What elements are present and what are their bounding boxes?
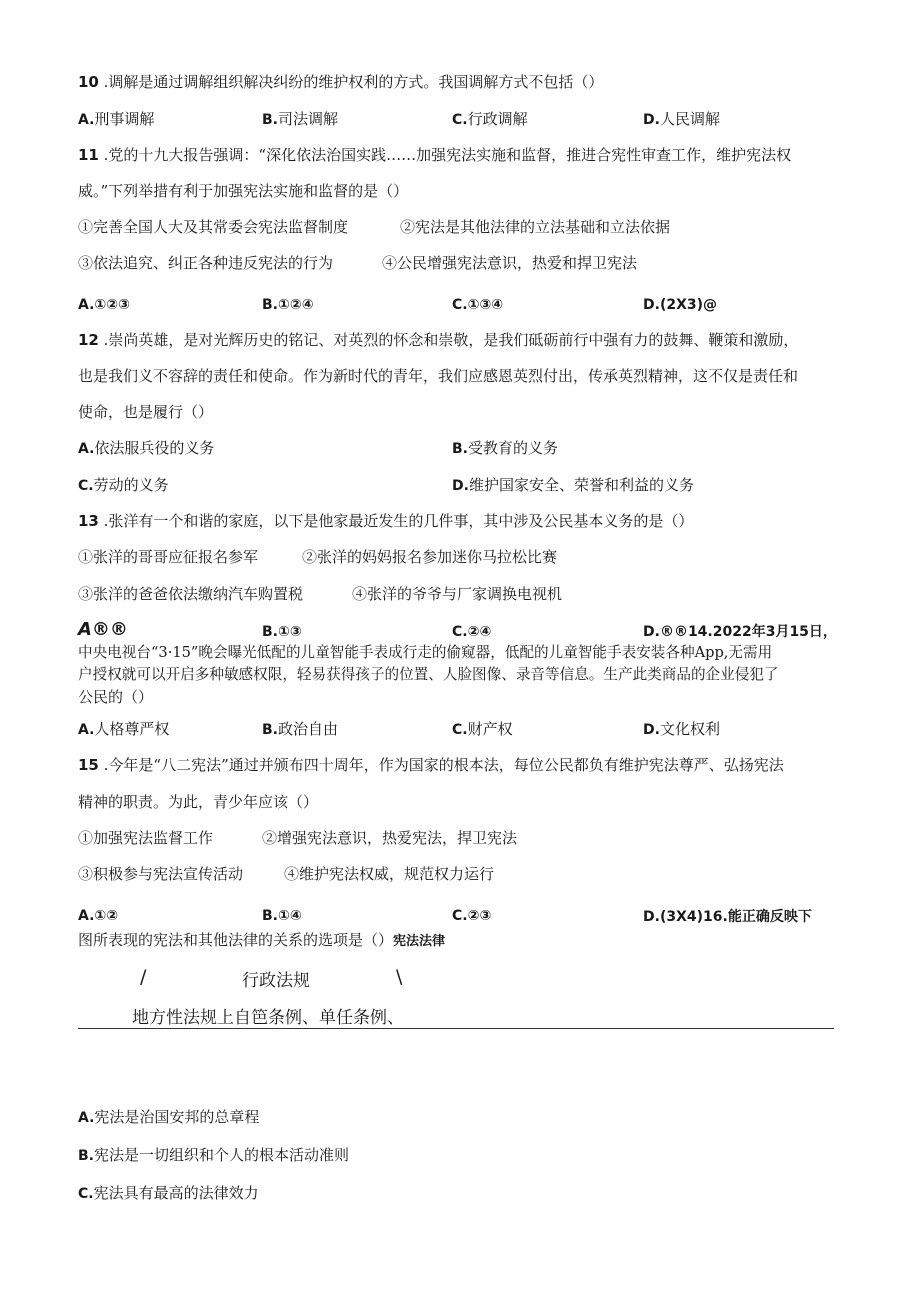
q14-stem-line1: 中央电视台“3·15”晚会曝光低配的儿童智能手表成行走的偷窥器，低配的儿童智能手表安装各种App,无需用 xyxy=(78,644,773,661)
q15-item-3: ③积极参与宪法宣传活动 xyxy=(78,865,244,883)
q12-option-a: A.依法服兵役的义务 xyxy=(78,439,215,457)
q12-option-b: B.受教育的义务 xyxy=(452,439,559,457)
q15-item-4: ④维护宪法权威，规范权力运行 xyxy=(284,865,495,883)
q11-item-4: ④公民增强宪法意识，热爱和捍卫宪法 xyxy=(382,254,638,272)
q13-item-1: ①张洋的哥哥应征报名参军 xyxy=(78,548,259,566)
q13-option-c: C.②④ xyxy=(452,624,492,640)
diagram-slash-right: \ xyxy=(396,966,403,988)
q12-stem-line3: 使命，也是履行（） xyxy=(78,403,214,421)
q15-item-2: ②增强宪法意识，热爱宪法，捍卫宪法 xyxy=(262,829,518,847)
q14-stem-line2: 户授权就可以开启多种敏感权限，轻易获得孩子的位置、人脸图像、录音等信息。生产此类商品的企业侵犯了 xyxy=(78,666,779,683)
q14-option-c: C.财产权 xyxy=(452,720,513,738)
q11-stem-line2: 威。”下列举措有利于加强宪法实施和监督的是（） xyxy=(78,182,409,200)
q15-stem-line2: 精神的职责。为此，青少年应该（） xyxy=(78,793,319,811)
q11-item-2: ②宪法是其他法律的立法基础和立法依据 xyxy=(400,218,671,236)
q15-stem-line1: 15 .今年是“八二宪法”通过并颁布四十周年，作为国家的根本法，每位公民都负有维护宪法尊严、弘扬宪法 xyxy=(78,756,784,774)
q16-option-b: B.宪法是一切组织和个人的根本活动准则 xyxy=(78,1146,350,1164)
q13-item-4: ④张洋的爷爷与厂家调换电视机 xyxy=(352,585,563,603)
q13-number: 13 xyxy=(78,512,99,530)
q12-stem-line2: 也是我们义不容辞的责任和使命。作为新时代的青年，我们应感恩英烈付出，传承英烈精神，这不仅是责任和 xyxy=(78,367,799,385)
q13-option-d-q14-start: D.®®14.2022年3月15日， xyxy=(643,624,837,640)
q12-option-c: C.劳动的义务 xyxy=(78,476,169,494)
q16-option-c: C.宪法具有最高的法律效力 xyxy=(78,1184,259,1202)
q13-option-b: B.①③ xyxy=(262,624,302,640)
q11-item-1: ①完善全国人大及其常委会宪法监督制度 xyxy=(78,218,349,236)
diagram-slash-left: / xyxy=(140,966,147,988)
q13-option-a: A®® xyxy=(78,619,128,640)
q14-stem-line3: 公民的（） xyxy=(78,688,154,706)
q14-option-d: D.文化权利 xyxy=(643,720,720,738)
q15-option-c: C.②③ xyxy=(452,908,492,924)
q15-item-1: ①加强宪法监督工作 xyxy=(78,829,214,847)
q10-option-a: A.刑事调解 xyxy=(78,110,155,128)
diagram-middle-label: 行政法规 xyxy=(242,971,310,991)
q13-stem-line: 13 .张洋有一个和谐的家庭，以下是他家最近发生的几件事，其中涉及公民基本义务的是（） xyxy=(78,512,694,530)
diagram-top-label: 宪法法律 xyxy=(393,934,446,949)
q10-option-b: B.司法调解 xyxy=(262,110,339,128)
q10-stem-line xyxy=(78,72,603,92)
q15-option-a: A.①② xyxy=(78,908,119,924)
q13-item-3: ③张洋的爸爸依法缴纳汽车购置税 xyxy=(78,585,304,603)
q14-option-a: A.人格尊严权 xyxy=(78,720,170,738)
q11-option-c: C.①③④ xyxy=(452,297,504,313)
q11-number: 11 xyxy=(78,146,99,164)
q14-option-b: B.政治自由 xyxy=(262,720,339,738)
q11-option-d: D.(2X3)@ xyxy=(643,297,718,313)
q12-number: 12 xyxy=(78,331,99,349)
q15-option-b: B.①④ xyxy=(262,908,302,924)
q15-option-d-q16-start: D.(3X4)16.能正确反映下 xyxy=(643,909,812,925)
q10-option-d: D.人民调解 xyxy=(643,110,720,128)
q10-number: 10 xyxy=(78,73,99,91)
q10-option-c: C.行政调解 xyxy=(452,110,528,128)
q16-option-a: A.宪法是治国安邦的总章程 xyxy=(78,1108,260,1126)
q11-item-3: ③依法追究、纠正各种违反宪法的行为 xyxy=(78,254,334,272)
q12-option-d: D.维护国家安全、荣誉和利益的义务 xyxy=(452,476,694,494)
q10-stem: .调解是通过调解组织解决纠纷的维护权利的方式。我国调解方式不包括（） xyxy=(103,73,604,91)
q16-stem-line: 图所表现的宪法和其他法律的关系的选项是（）宪法法律 xyxy=(78,931,446,949)
diagram-bottom-label: 地方性法规上自笆条例、单任条例、 xyxy=(132,1008,404,1028)
q11-option-b: B.①②④ xyxy=(262,297,314,313)
q15-number: 15 xyxy=(78,756,99,774)
q12-stem-line1: 12 .崇尚英雄，是对光辉历史的铭记、对英烈的怀念和崇敬，是我们砥砺前行中强有力的鼓舞、鞭策和激励， xyxy=(78,331,799,349)
q11-option-a: A.①②③ xyxy=(78,297,130,313)
q11-stem-line1: 11 .党的十九大报告强调：“深化依法治国实践……加强宪法实施和监督，推进合宪性审查工作，维护宪法权 xyxy=(78,146,792,164)
q13-item-2: ②张洋的妈妈报名参加迷你马拉松比赛 xyxy=(302,548,558,566)
diagram-divider xyxy=(78,1028,834,1029)
